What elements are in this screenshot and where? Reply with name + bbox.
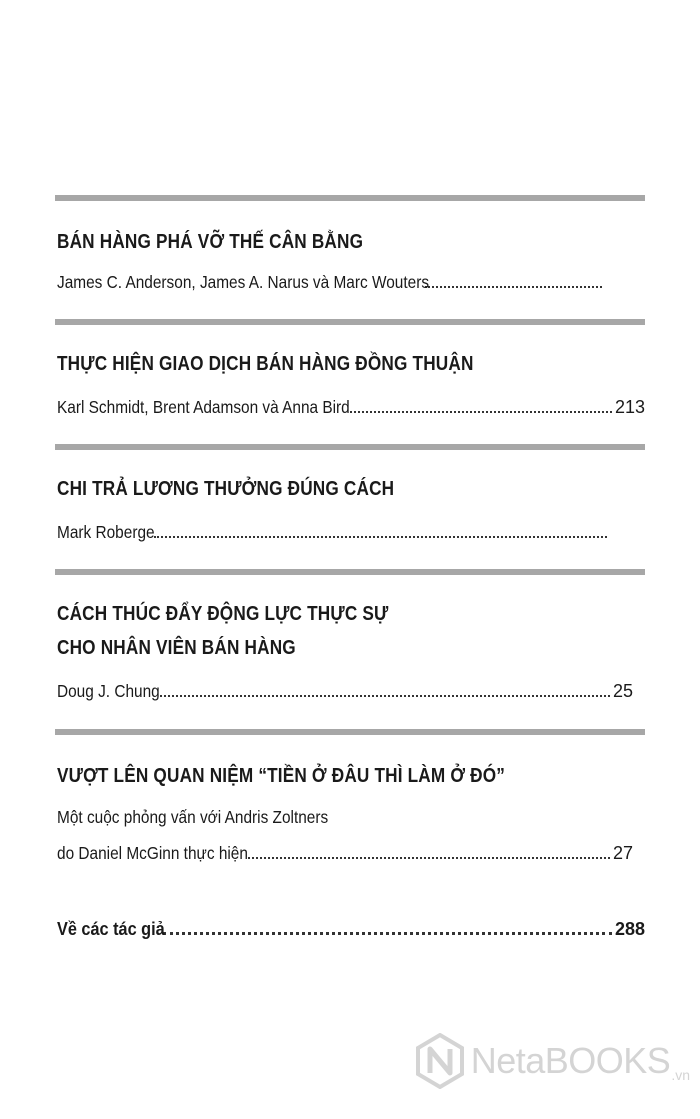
dot-leader	[350, 411, 612, 413]
watermark-suffix: .vn	[671, 1067, 690, 1083]
section-title: CHI TRẢ LƯƠNG THƯỞNG ĐÚNG CÁCH	[57, 478, 395, 500]
section-divider	[55, 729, 645, 735]
toc-entry[interactable]	[57, 270, 605, 294]
about-authors-label: Về các tác giả	[57, 918, 165, 939]
section-divider	[55, 444, 645, 450]
dot-leader	[160, 695, 610, 697]
section-title: VƯỢT LÊN QUAN NIỆM “TIỀN Ở ĐÂU THÌ LÀM Ở ĐÓ”	[57, 765, 506, 787]
toc-entry[interactable]	[57, 679, 633, 703]
section-author: Mark Roberge	[57, 522, 155, 542]
section-divider	[55, 195, 645, 201]
toc-entry[interactable]	[57, 841, 633, 865]
section-title-line-1: CÁCH THÚC ĐẨY ĐỘNG LỰC THỰC SỰ	[57, 603, 389, 625]
dot-leader	[163, 932, 612, 935]
watermark	[415, 1033, 690, 1089]
watermark-brand: NetaBOOKS	[470, 1040, 671, 1081]
section-author: James C. Anderson, James A. Narus và Marc Wouters	[57, 272, 430, 292]
toc-entry-about-authors[interactable]	[57, 917, 645, 941]
netabooks-logo-icon	[415, 1033, 465, 1089]
page-number: 213	[614, 397, 645, 417]
section-author: Doug J. Chung	[57, 681, 160, 701]
section-divider	[55, 319, 645, 325]
toc-entry[interactable]	[57, 395, 645, 419]
dot-leader	[425, 286, 602, 288]
page-number: 27	[612, 843, 633, 863]
section-title: THỰC HIỆN GIAO DỊCH BÁN HÀNG ĐỒNG THUẬN	[57, 353, 474, 375]
page-number: 25	[612, 681, 633, 701]
section-title: BÁN HÀNG PHÁ VỠ THẾ CÂN BẰNG	[57, 231, 364, 253]
section-author: do Daniel McGinn thực hiện	[57, 843, 248, 863]
section-title-line-2: CHO NHÂN VIÊN BÁN HÀNG	[57, 637, 296, 659]
dot-leader	[248, 857, 610, 859]
section-author: Karl Schmidt, Brent Adamson và Anna Bird	[57, 397, 350, 417]
dot-leader	[154, 536, 607, 538]
toc-entry[interactable]	[57, 520, 610, 544]
section-divider	[55, 569, 645, 575]
section-subtitle: Một cuộc phỏng vấn với Andris Zoltners	[57, 807, 329, 827]
page-number: 288	[614, 919, 645, 939]
